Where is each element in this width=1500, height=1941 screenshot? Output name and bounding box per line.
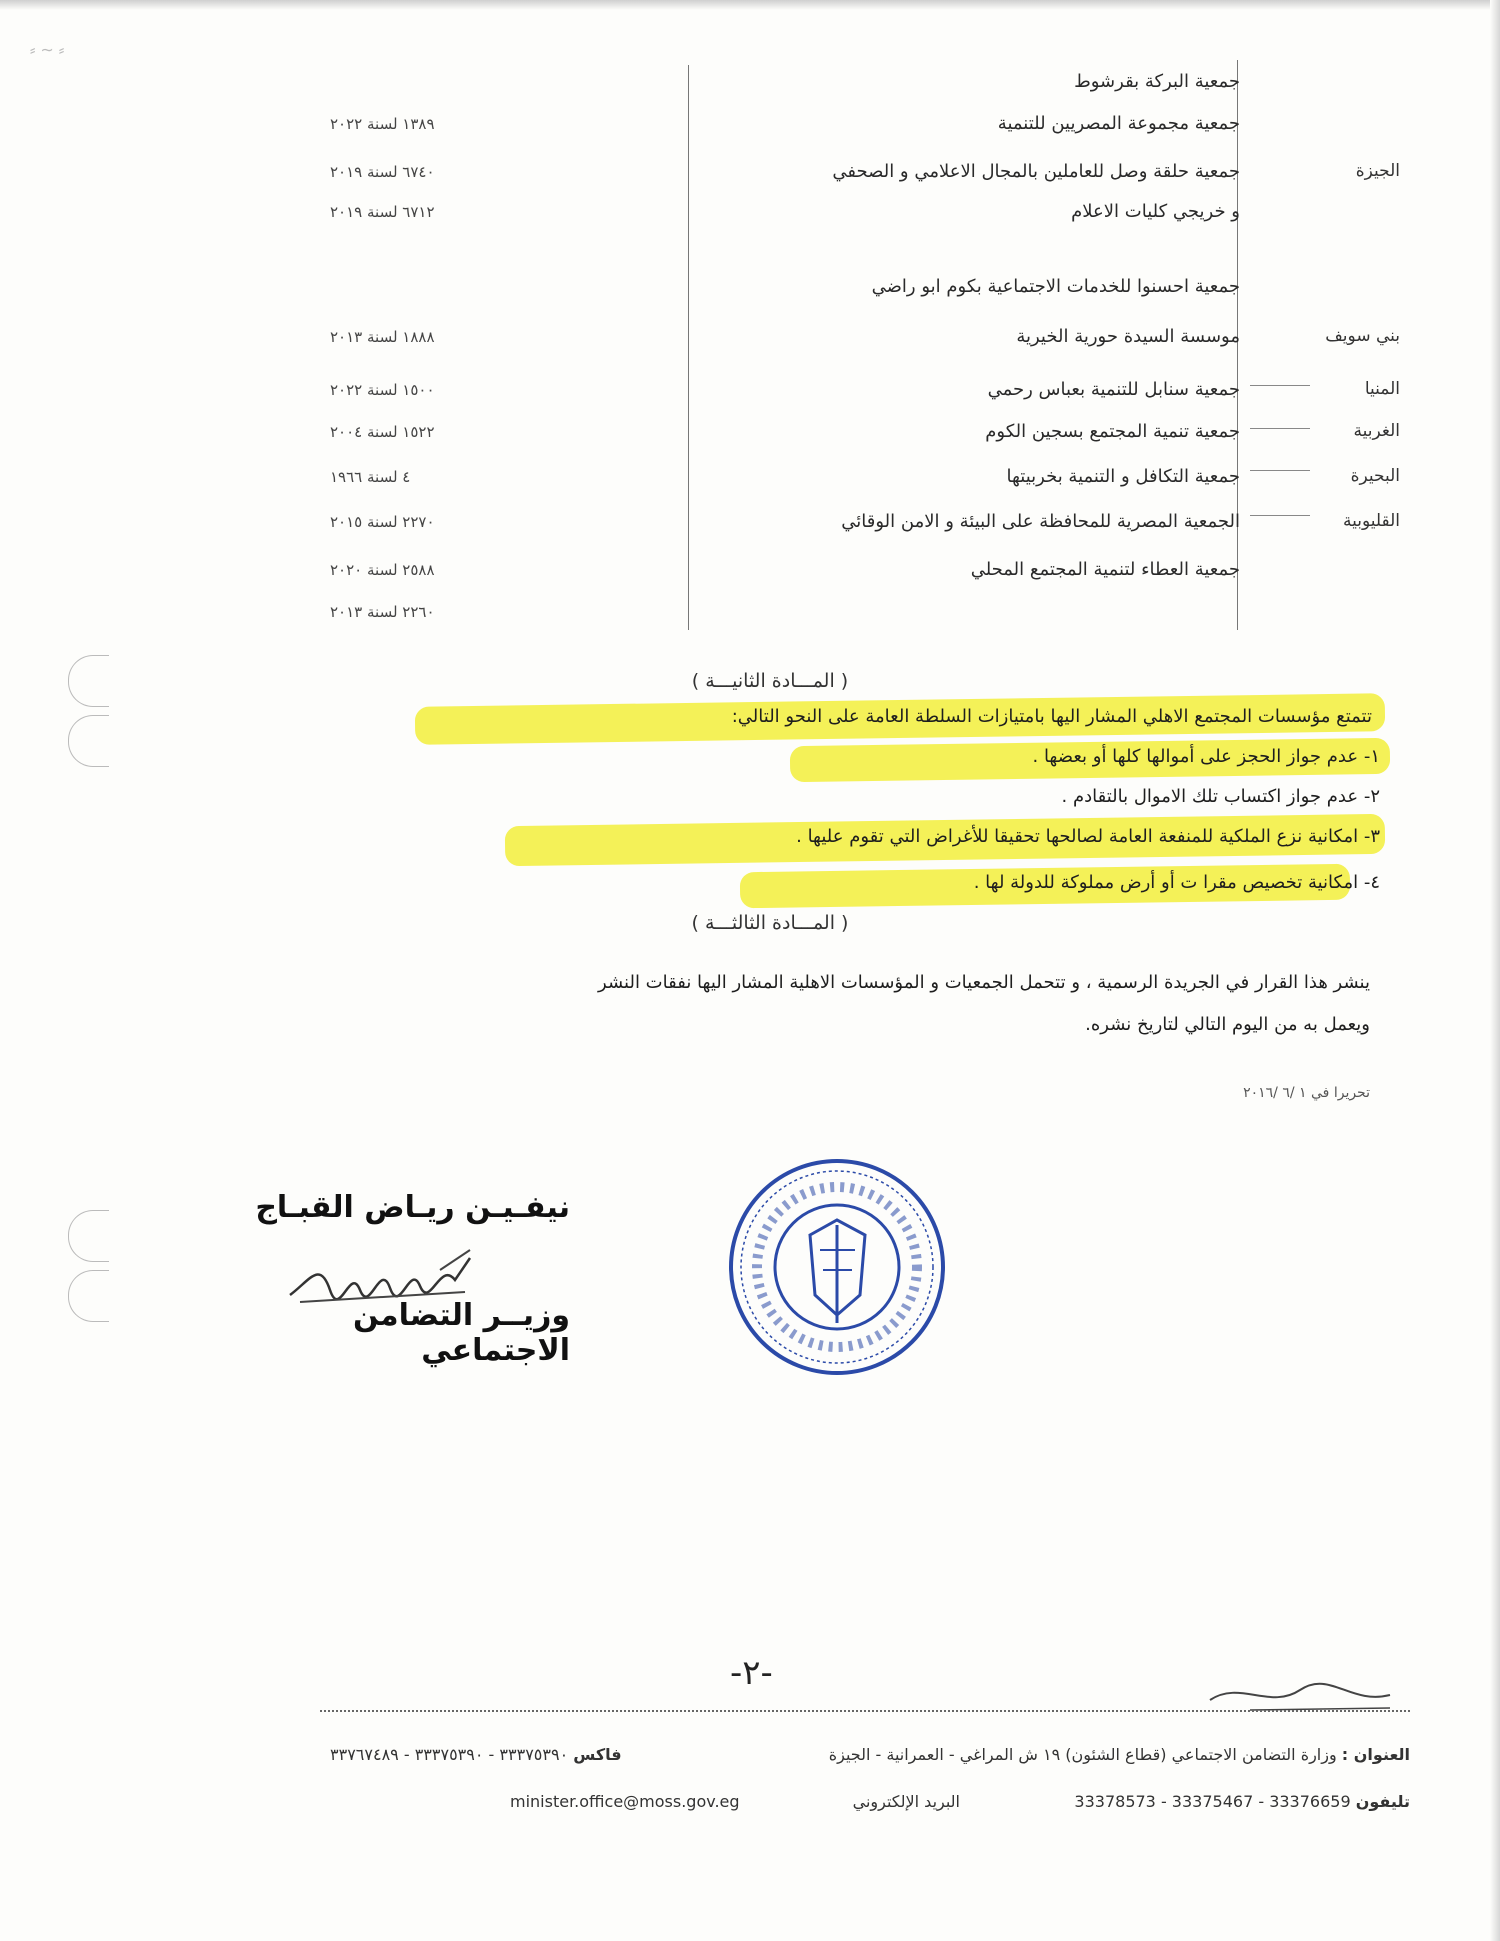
- date-line: تحريرا في ١ /٦ /٢٠١٦: [1243, 1085, 1370, 1101]
- association-name-cell: جمعية احسنوا للخدمات الاجتماعية بكوم ابو راضي: [871, 276, 1240, 297]
- governorate-cell: القليوبية: [1342, 511, 1400, 531]
- footer-fax: [330, 1745, 622, 1764]
- table-row: [330, 505, 1410, 545]
- phone-label: تليفون: [1355, 1792, 1410, 1811]
- registration-cell: ٤ لسنة ١٩٦٦: [330, 468, 411, 486]
- table-row: [330, 270, 1410, 310]
- corner-scribble: ⸗ ∼ ⸗: [30, 40, 65, 59]
- article-2-intro: تتمتع مؤسسات المجتمع الاهلي المشار اليها بامتيازات السلطة العامة على النحو التالي:: [731, 706, 1372, 727]
- table-row: [330, 373, 1410, 413]
- footer-phone: [1074, 1792, 1410, 1811]
- phone-numbers: 33378573 - 33375467 - 33376659: [1074, 1792, 1351, 1811]
- association-name-cell: موسسة السيدة حورية الخيرية: [1016, 326, 1240, 347]
- association-name-cell: جمعية تنمية المجتمع بسجين الكوم: [985, 421, 1240, 442]
- association-name-cell: الجمعية المصرية للمحافظة على البيئة و الامن الوقائي: [841, 511, 1240, 532]
- table-row: [330, 65, 1410, 105]
- article-2-item: ١- عدم جواز الحجز على أموالها كلها أو بعضها .: [1032, 746, 1380, 767]
- registration-cell: ١٥٢٢ لسنة ٢٠٠٤: [330, 423, 435, 441]
- article-3-text: ويعمل به من اليوم التالي لتاريخ نشره.: [1085, 1014, 1370, 1035]
- footer-email[interactable]: minister.office@moss.gov.eg: [510, 1792, 740, 1811]
- page-number: -٢-: [730, 1653, 773, 1693]
- association-name-cell: جمعية مجموعة المصريين للتنمية: [997, 113, 1240, 134]
- footer-address-line: [829, 1745, 1410, 1764]
- scan-right-edge: [1490, 0, 1500, 1941]
- address-label: العنوان :: [1341, 1745, 1410, 1764]
- table-row: [330, 460, 1410, 500]
- registration-cell: ١٣٨٩ لسنة ٢٠٢٢: [330, 115, 435, 133]
- associations-table: [330, 55, 1410, 635]
- table-row: [330, 553, 1410, 593]
- association-name-cell: جمعية البركة بقرشوط: [1074, 71, 1240, 92]
- table-row: [330, 415, 1410, 455]
- registration-cell: ٢٢٧٠ لسنة ٢٠١٥: [330, 513, 435, 531]
- table-row: [330, 195, 1410, 235]
- article-3-text: ينشر هذا القرار في الجريدة الرسمية ، و تتحمل الجمعيات و المؤسسات الاهلية المشار اليها نفقات النشر: [598, 972, 1370, 993]
- article-2-item: ٣- امكانية نزع الملكية للمنفعة العامة لصالحها تحقيقا للأغراض التي تقوم عليها .: [796, 826, 1380, 847]
- footer-email-label: البريد الإلكتروني: [852, 1792, 960, 1811]
- official-stamp-seal: [725, 1155, 950, 1380]
- governorate-cell: المنيا: [1364, 379, 1400, 399]
- article-2-item: ٢- عدم جواز اكتساب تلك الاموال بالتقادم .: [1061, 786, 1380, 807]
- scan-top-edge: [0, 0, 1500, 10]
- registration-cell: ١٨٨٨ لسنة ٢٠١٣: [330, 328, 435, 346]
- footer-divider: [320, 1710, 1410, 1712]
- registration-cell: ٢٢٦٠ لسنة ٢٠١٣: [330, 603, 435, 621]
- address-text: وزارة التضامن الاجتماعي (قطاع الشئون) ١٩ ش المراغي - العمرانية - الجيزة: [828, 1745, 1337, 1764]
- table-row: [330, 320, 1410, 360]
- signer-title: وزيــر التضامن الاجتماعي: [353, 1298, 570, 1368]
- governorate-cell: البحيرة: [1350, 466, 1400, 486]
- governorate-cell: الجيزة: [1355, 161, 1400, 181]
- registration-cell: ٦٧٤٠ لسنة ٢٠١٩: [330, 163, 435, 181]
- table-row: [330, 155, 1410, 195]
- association-name-cell: جمعية التكافل و التنمية بخربيتها: [1006, 466, 1240, 487]
- association-name-cell: جمعية حلقة وصل للعاملين بالمجال الاعلامي و الصحفي: [832, 161, 1240, 182]
- fax-label: فاكس: [573, 1745, 622, 1764]
- registration-cell: ١٥٠٠ لسنة ٢٠٢٢: [330, 381, 435, 399]
- association-name-cell: جمعية سنابل للتنمية بعباس رحمي: [987, 379, 1240, 400]
- registration-cell: ٢٥٨٨ لسنة ٢٠٢٠: [330, 561, 435, 579]
- article-2-heading: ( المـــادة الثانيـــة ): [691, 670, 849, 692]
- article-3-heading: ( المـــادة الثالثـــة ): [691, 912, 849, 934]
- table-row: [330, 107, 1410, 147]
- initials-signature: [1190, 1670, 1410, 1720]
- association-name-cell: و خريجي كليات الاعلام: [1071, 201, 1240, 222]
- governorate-cell: بني سويف: [1325, 326, 1400, 346]
- governorate-cell: الغربية: [1353, 421, 1400, 441]
- registration-cell: ٦٧١٢ لسنة ٢٠١٩: [330, 203, 435, 221]
- table-row: [330, 595, 1410, 635]
- fax-numbers: ٣٣٣٧٥٣٩٠ - ٣٣٣٧٥٣٩٠ - ٣٣٧٦٧٤٨٩: [330, 1745, 569, 1764]
- signer-name: نيفـيـن ريـاض القبـاج: [255, 1190, 570, 1225]
- association-name-cell: جمعية العطاء لتنمية المجتمع المحلي: [970, 559, 1240, 580]
- article-2-item: ٤- امكانية تخصيص مقرا ت أو أرض مملوكة للدولة لها .: [973, 872, 1380, 893]
